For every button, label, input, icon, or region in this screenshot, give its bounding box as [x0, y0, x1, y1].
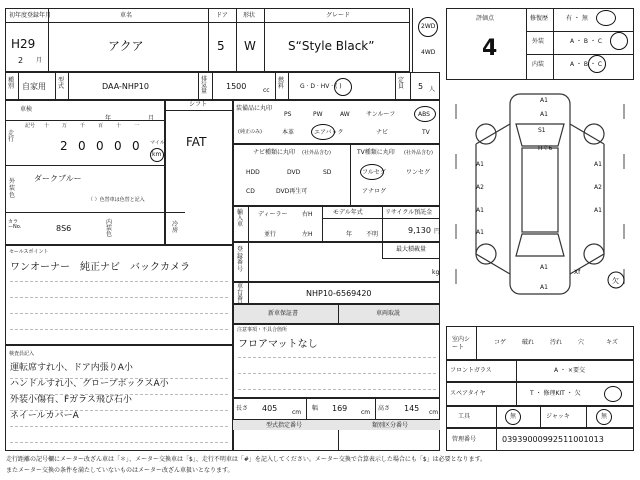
- exterior-c-circle: [610, 32, 628, 50]
- damage-mark: Xf: [574, 269, 581, 276]
- cc-unit: cc: [263, 87, 270, 94]
- shift-box: [165, 100, 233, 245]
- repair-none-circle: [596, 10, 616, 26]
- note-label: 記号: [25, 123, 36, 129]
- km-unit: km: [152, 151, 162, 158]
- roof-shape: [522, 148, 558, 232]
- equipment-item: サンルーフ: [366, 111, 396, 118]
- exterior-color: ダークブルー: [34, 174, 82, 183]
- mile-unit: マイル: [150, 140, 165, 146]
- height-label: 高さ: [378, 405, 391, 412]
- service-box: [233, 304, 440, 324]
- mgmt-label: 管理番号: [452, 436, 477, 443]
- abs-circle: [414, 106, 436, 122]
- navi-item: SD: [323, 169, 332, 176]
- capacity-label: 定員: [398, 77, 405, 90]
- seat-item: 穴: [578, 339, 585, 346]
- wheel-rr: [584, 244, 604, 264]
- inspector-line: 外装小傷有、Fガラス飛び石小: [10, 395, 132, 405]
- equipment-title: 装備品に丸印: [236, 105, 273, 112]
- seat-item: キズ: [606, 339, 618, 346]
- length-unit: cm: [292, 409, 302, 416]
- caution-text: フロアマットなし: [238, 339, 318, 350]
- exterior-grade-opts: A ・ B ・ C: [570, 38, 603, 45]
- fuel-hv-circle: [334, 78, 352, 96]
- tv-item: ワンセグ: [406, 169, 431, 176]
- damage-mark: A1: [540, 97, 548, 104]
- reg-year-label: 初年度登録年月: [9, 12, 52, 19]
- registration-label: 登録番号: [237, 246, 244, 273]
- model: DAA-NHP10: [102, 82, 149, 91]
- footer-line2: またメーター交換の条件を満たしていないものはメーター改ざん車扱いとなります。: [6, 467, 234, 474]
- digit-unit: 一: [134, 123, 140, 129]
- damage-mark: A1: [594, 161, 602, 168]
- model-year-unknown: 不明: [366, 231, 379, 238]
- exterior-label: 外装色: [9, 178, 16, 200]
- chassis-number: NHP10-6569420: [306, 289, 372, 298]
- airbag-circle: [311, 124, 335, 140]
- inspector-label: 検査員記入: [9, 351, 35, 357]
- front-glass-label: フロントガラス: [450, 367, 492, 374]
- jack-label: ジャッキ: [546, 413, 570, 420]
- interior-b-circle: [588, 55, 606, 73]
- width: 169: [332, 404, 348, 413]
- grade: S“Style Black”: [288, 39, 375, 53]
- type-label: 型式指定番号: [266, 422, 303, 429]
- equipment-item: ABS: [418, 111, 430, 118]
- import-left: 左H: [302, 231, 313, 238]
- interior-grade-opts: A ・ B ・ C: [570, 61, 603, 68]
- reg-class-label: 種別: [8, 77, 15, 90]
- model-year-value: 年: [346, 231, 353, 238]
- inspector-line: ハンドルすれ小、グローブボックスA小: [10, 379, 169, 389]
- left-side-shape: [476, 124, 510, 274]
- spare-label: スペアタイヤ: [450, 390, 486, 397]
- car-damage-diagram: [446, 84, 634, 324]
- digit-unit: 百: [98, 123, 104, 129]
- color-no-label: カラーNo.: [8, 219, 22, 230]
- ac-label: 冷房: [172, 221, 179, 234]
- damage-mark: A1: [540, 284, 548, 291]
- repair-label: 修復歴: [530, 15, 549, 22]
- front-glass-opts: A ・ ×要交: [554, 367, 585, 374]
- fullseg-circle: [360, 164, 384, 180]
- navi-item: DVD再生可: [276, 188, 308, 195]
- repair-opts: 有 ・ 無: [566, 15, 588, 22]
- use-label: 自家用: [22, 82, 46, 91]
- tools-label: 工具: [458, 413, 471, 420]
- caution-box: [233, 324, 440, 398]
- sales-point-text: ワンオーナー 純正ナビ バックカメラ: [10, 262, 190, 273]
- digit-unit: 万: [62, 123, 68, 129]
- class-label: 類別区分番号: [372, 422, 409, 429]
- equipment-item: TV: [422, 129, 430, 136]
- navi-item: DVD: [287, 169, 301, 176]
- tools-value: 無: [510, 413, 517, 420]
- import-parallel: 並行: [264, 231, 277, 238]
- recycle-yen: 円: [434, 228, 441, 235]
- damage-mark: Hぐ6: [538, 145, 553, 152]
- navi-title: ナビ種類に丸印: [253, 149, 296, 156]
- shift-value: FAT: [186, 135, 207, 149]
- capacity-unit: 人: [429, 86, 436, 93]
- score: 4: [482, 36, 498, 61]
- inspection-month-unit: 月: [148, 115, 155, 122]
- max-load-unit: kg: [432, 269, 440, 276]
- inspection-label: 車検: [20, 106, 33, 113]
- right-side-shape: [570, 124, 604, 274]
- tv-item: フルセグ: [362, 169, 386, 176]
- inspection-year-unit: 年: [105, 115, 112, 122]
- inspector-line: ネイールカバーA: [10, 411, 79, 421]
- shape: W: [244, 39, 256, 53]
- caution-label: 注意事項・不具合箇所: [237, 327, 288, 333]
- import-right: 右H: [302, 211, 313, 218]
- tv-title-note: (社外品含む): [404, 150, 433, 156]
- damage-mark: S1: [538, 127, 546, 134]
- damage-mark: A1: [476, 161, 484, 168]
- navi-item: CD: [246, 188, 255, 195]
- navi-title-note: (社外品含む): [302, 150, 331, 156]
- equipment-item: AW: [340, 111, 350, 118]
- jack-value: 無: [601, 413, 608, 420]
- mileage-digit: 0: [78, 139, 86, 153]
- height: 145: [404, 404, 420, 413]
- fuel-label: 燃料: [278, 77, 285, 90]
- equipment-subtitle: (純正のみ): [238, 129, 262, 135]
- shift-label: シフト: [189, 101, 208, 108]
- interior-color-label: 内装色: [106, 219, 113, 238]
- tv-item: アナログ: [362, 188, 387, 195]
- import-dealer: ディーラー: [258, 211, 288, 218]
- car-name: アクア: [108, 39, 144, 53]
- equipment-item: PW: [313, 111, 323, 118]
- reg-year: H29: [11, 37, 36, 51]
- width-unit: cm: [361, 409, 371, 416]
- displacement: 1500: [226, 82, 247, 91]
- wheel-rl: [476, 244, 496, 264]
- seat-item: コゲ: [494, 339, 507, 346]
- rear-window-shape: [516, 234, 564, 256]
- fuel-options: G · D · HV · ( ): [300, 83, 342, 90]
- damage-mark: A1: [476, 207, 484, 214]
- equipment-item: ナビ: [376, 129, 389, 136]
- spare-opts: T ・ 修理KIT ・ 欠: [530, 390, 581, 397]
- height-unit: cm: [429, 409, 439, 416]
- left-block: [5, 100, 165, 245]
- reg-month: 2: [18, 56, 24, 65]
- mgmt-number: 03939000992511001013: [502, 435, 604, 444]
- mileage-digit: 0: [96, 139, 104, 153]
- mileage-digit: 0: [132, 139, 140, 153]
- length: 405: [262, 404, 278, 413]
- drive-4wd: 4WD: [421, 49, 436, 56]
- spare-none-circle: [604, 386, 622, 402]
- capacity: 5: [418, 82, 424, 91]
- traveled-label: 走行: [8, 130, 15, 143]
- tv-title: TV種類に丸印: [357, 149, 395, 156]
- width-label: 幅: [312, 405, 319, 412]
- row2-box: [5, 72, 440, 100]
- inspector-line: 運転席すれ小、ドア内張りA小: [10, 363, 133, 373]
- manual-label: 車両取説: [376, 310, 401, 317]
- car-name-label: 車名: [120, 12, 133, 19]
- footer-line1: 走行距離の記号欄にメーター改ざん車は「＊」、メーター交換車は「$」、走行不明車は「#」を記入してください。メーター交換で合算表示した場合にも「$」は必要となります。: [6, 456, 487, 463]
- equipment-item: エアバック: [314, 129, 344, 136]
- equipment-item: PS: [284, 111, 292, 118]
- exterior-grade-label: 外装: [532, 38, 545, 45]
- navi-item: HDD: [246, 169, 260, 176]
- seat-item: 破れ: [522, 339, 535, 346]
- digit-unit: 十: [44, 123, 50, 129]
- digit-unit: 十: [116, 123, 122, 129]
- max-load-label: 最大積載量: [396, 246, 427, 253]
- doors: 5: [217, 39, 225, 53]
- equipment-item: 本革: [282, 129, 295, 136]
- sales-point-box: [5, 245, 233, 345]
- mileage-digit: 2: [60, 139, 68, 153]
- doors-label: ドア: [216, 12, 228, 19]
- drive-2wd: 2WD: [421, 23, 436, 30]
- length-label: 長さ: [236, 405, 249, 412]
- damage-mark: A1: [540, 264, 548, 271]
- import-label: 輸入車: [237, 209, 244, 228]
- exterior-note: （ ）色替車は色替と記入: [88, 197, 145, 203]
- damage-mark: A2: [594, 184, 602, 191]
- seat-item: 汚れ: [550, 339, 563, 346]
- damage-mark: A1: [476, 229, 484, 236]
- recycle-label: リサイクル預託金: [385, 209, 433, 216]
- new-car-warranty-label: 新車保証書: [268, 310, 299, 317]
- seat-label: 室内シート: [452, 336, 471, 351]
- score-label: 評価点: [476, 15, 495, 22]
- legend-mark: 欠: [612, 277, 619, 285]
- mileage-digit: 0: [114, 139, 122, 153]
- interior-grade-label: 内装: [532, 61, 545, 68]
- color-no: 8S6: [56, 224, 72, 233]
- damage-mark: A1: [540, 111, 548, 118]
- reg-month-unit: 月: [36, 57, 43, 64]
- sales-point-label: セールスポイント: [9, 249, 49, 255]
- grade-label: グレード: [326, 12, 351, 19]
- chassis-label: 車台番: [237, 283, 244, 302]
- shape-label: 形状: [243, 12, 256, 19]
- model-label: 型式: [58, 77, 65, 90]
- displacement-label: 排気量: [201, 76, 208, 95]
- damage-mark: A1: [594, 207, 602, 214]
- damage-mark: A2: [476, 184, 484, 191]
- recycle-value: 9,130: [408, 226, 431, 235]
- digit-unit: 千: [80, 123, 86, 129]
- model-year-label: モデル年式: [333, 209, 363, 216]
